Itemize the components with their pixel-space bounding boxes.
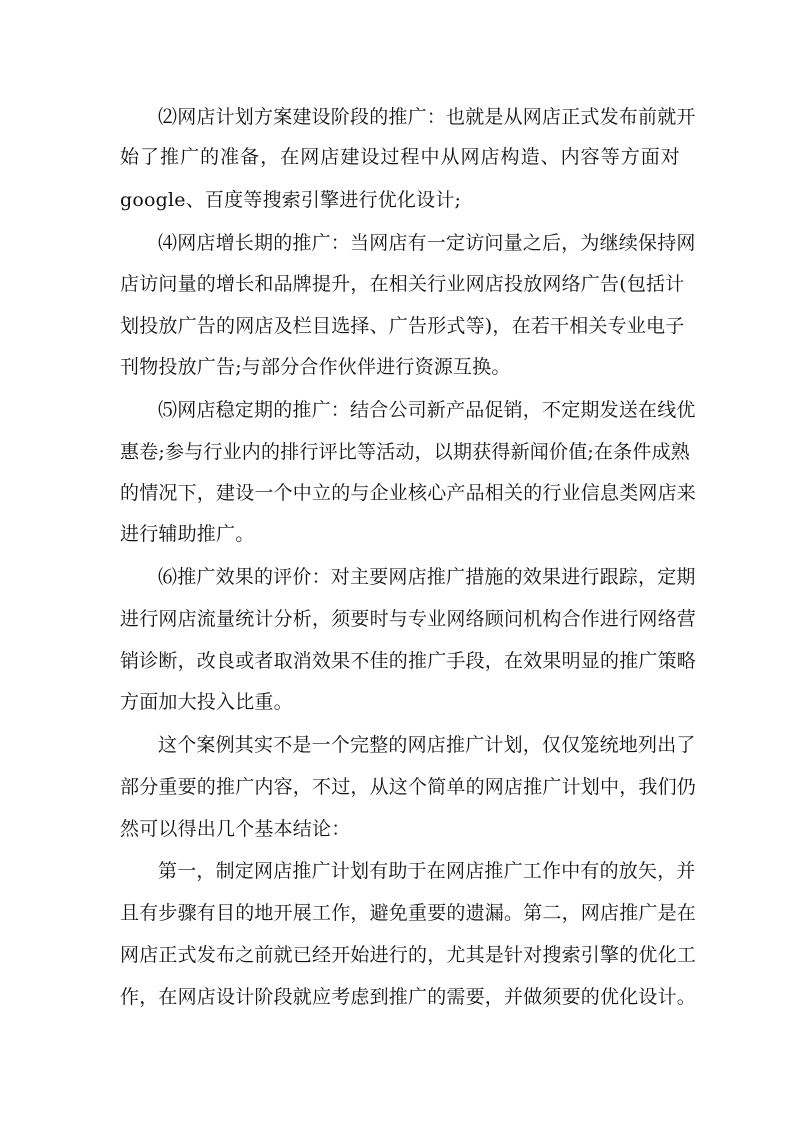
paragraph-6-line-2: 且有步骤有目的地开展工作，避免重要的遗漏。第二，网店推广是在 [120,902,697,924]
paragraph-4-line-4: 方面加大投入比重。 [120,691,293,713]
paragraph-6-line-3: 网店正式发布之前就已经开始进行的，尤其是针对搜索引擎的优化工 [120,944,697,966]
paragraph-4-line-2: 进行网店流量统计分析，须要时与专业网络顾问机构合作进行网络营 [120,608,697,630]
paragraph-3-line-3: 的情况下，建设一个中立的与企业核心产品相关的行业信息类网店来 [120,482,697,504]
paragraph-5-line-2: 部分重要的推广内容，不过，从这个简单的网店推广计划中，我们仍 [120,776,697,798]
paragraph-4-line-1: ⑹推广效果的评价：对主要网店推广措施的效果进行跟踪，定期 [158,566,696,588]
paragraph-1-line-1: ⑵网店计划方案建设阶段的推广：也就是从网店正式发布前就开 [158,106,696,128]
paragraph-1-line-2: 始了推广的准备，在网店建设过程中从网店构造、内容等方面对 [120,146,680,168]
paragraph-6-line-1: 第一，制定网店推广计划有助于在网店推广工作中有的放矢，并 [158,860,696,882]
paragraph-2-line-1: ⑷网店增长期的推广：当网店有一定访问量之后，为继续保持网 [158,232,696,254]
paragraph-2-line-3: 划投放广告的网店及栏目选择、广告形式等)，在若干相关专业电子 [120,315,685,337]
paragraph-2-line-4: 刊物投放广告;与部分合作伙伴进行资源互换。 [120,356,511,378]
paragraph-3-line-4: 进行辅助推广。 [120,523,255,545]
paragraph-5-line-1: 这个案例其实不是一个完整的网店推广计划，仅仅笼统地列出了 [158,734,696,756]
paragraph-4-line-3: 销诊断，改良或者取消效果不佳的推广手段，在效果明显的推广策略 [120,650,697,672]
paragraph-1-line-3: google、百度等搜索引擎进行优化设计; [120,189,462,211]
paragraph-6-line-4: 作，在网店设计阶段就应考虑到推广的需要，并做须要的优化设计。 [120,986,697,1008]
paragraph-2-line-2: 店访问量的增长和品牌提升，在相关行业网店投放网络广告(包括计 [120,273,685,295]
paragraph-3-line-2: 惠卷;参与行业内的排行评比等活动，以期获得新闻价值;在条件成熟 [120,441,691,463]
paragraph-3-line-1: ⑸网店稳定期的推广：结合公司新产品促销，不定期发送在线优 [158,399,696,421]
paragraph-5-line-3: 然可以得出几个基本结论： [120,818,351,840]
